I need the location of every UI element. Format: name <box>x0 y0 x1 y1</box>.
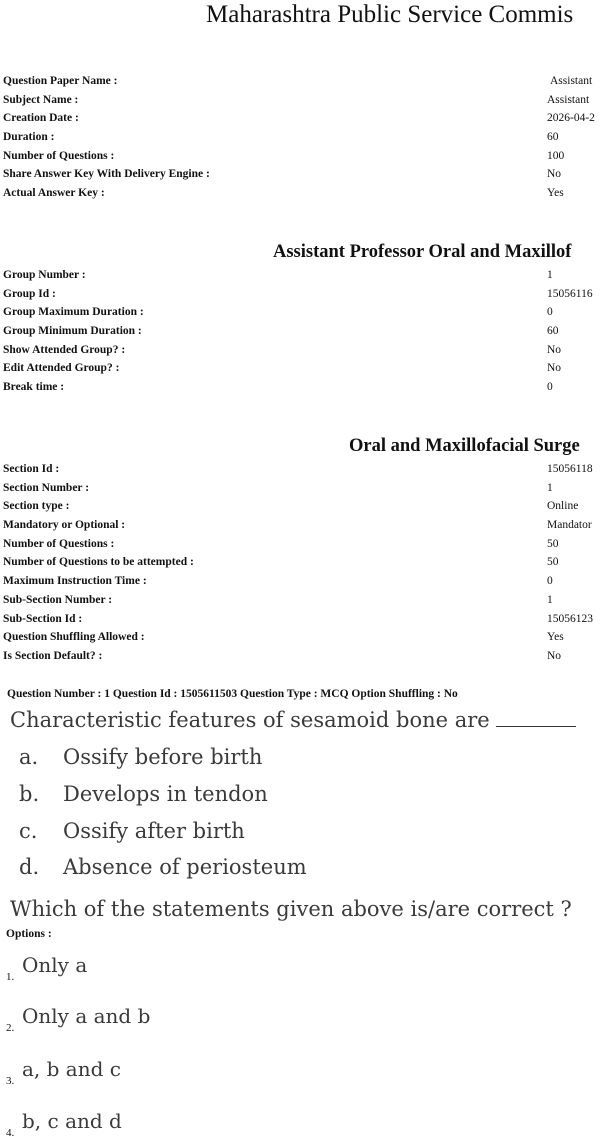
question-prompt: Which of the statements given above is/are correct ? <box>10 897 572 921</box>
field-label: Sub-Section Id : <box>3 612 83 625</box>
option-text: b, c and d <box>22 1109 122 1133</box>
field-label: Group Number : <box>3 269 86 281</box>
question-stem <box>10 706 576 734</box>
field-value: Online <box>547 500 579 513</box>
field-label: Maximum Instruction Time : <box>3 575 147 588</box>
field-value: 60 <box>547 131 559 144</box>
field-label: Section Number : <box>3 481 90 494</box>
statement-text: Absence of periosteum <box>63 855 307 879</box>
field-value: 50 <box>547 537 559 550</box>
field-value: Yes <box>547 187 564 200</box>
field-label: Number of Questions : <box>3 537 115 550</box>
section-info-row <box>3 572 600 591</box>
statement-text: Develops in tendon <box>63 782 268 806</box>
option-text: a, b and c <box>22 1057 121 1081</box>
options-label: Options : <box>6 928 52 940</box>
field-label: Group Id : <box>3 287 56 300</box>
field-value: 2026-04-2 <box>547 112 595 125</box>
field-label: Mandatory or Optional : <box>3 519 126 532</box>
paper-info-row <box>3 72 600 91</box>
statement-letter: c. <box>19 819 38 843</box>
field-label: Show Attended Group? : <box>3 343 126 356</box>
field-label: Group Maximum Duration : <box>3 306 144 319</box>
question-stem-text: Characteristic features of sesamoid bone are <box>10 708 490 732</box>
field-value: Assistant <box>550 75 593 87</box>
option-number: 2. <box>6 1022 15 1034</box>
section-info-row <box>3 610 600 629</box>
paper-info-table <box>3 72 600 203</box>
field-label: Break time : <box>3 381 65 394</box>
field-label: Question Paper Name : <box>3 75 118 87</box>
statement-item <box>19 743 262 771</box>
field-value: 50 <box>547 556 559 569</box>
field-value: 1 <box>547 593 553 606</box>
field-value: 0 <box>547 575 553 588</box>
section-info-row <box>3 479 600 498</box>
section-info-row <box>3 628 600 647</box>
section-title: Oral and Maxillofacial Surge <box>349 436 580 456</box>
paper-info-row <box>3 91 600 110</box>
page-title: Maharashtra Public Service Commis <box>206 1 574 28</box>
field-value: 0 <box>547 306 553 319</box>
statement-item <box>19 780 268 808</box>
section-info-row <box>3 535 600 554</box>
paper-info-row <box>3 184 600 203</box>
field-value: Assistant <box>547 93 590 106</box>
group-title: Assistant Professor Oral and Maxillof <box>273 242 572 262</box>
section-info-row <box>3 647 600 666</box>
group-info-row <box>3 341 600 360</box>
field-label: Number of Questions : <box>3 149 115 162</box>
field-label: Share Answer Key With Delivery Engine : <box>3 168 210 181</box>
field-value: 60 <box>547 325 559 338</box>
field-value: 15056116 <box>547 287 593 300</box>
option-number: 4. <box>6 1127 15 1139</box>
paper-info-row <box>3 109 600 128</box>
statement-text: Ossify after birth <box>63 819 245 843</box>
section-info-row <box>3 591 600 610</box>
section-info-row <box>3 516 600 535</box>
group-info-row <box>3 285 600 304</box>
section-info-row <box>3 460 600 479</box>
field-value: No <box>547 362 562 375</box>
field-label: Subject Name : <box>3 93 79 106</box>
field-value: 0 <box>547 381 553 394</box>
field-label: Group Minimum Duration : <box>3 325 142 338</box>
option-number: 3. <box>6 1075 15 1087</box>
statement-item <box>19 853 307 881</box>
field-label: Edit Attended Group? : <box>3 362 120 375</box>
statement-text: Ossify before birth <box>63 745 263 769</box>
statement-letter: a. <box>19 745 39 769</box>
field-label: Sub-Section Number : <box>3 593 113 606</box>
field-label: Is Section Default? : <box>3 649 103 662</box>
statement-letter: d. <box>19 855 40 879</box>
field-value: 1 <box>547 481 553 494</box>
group-info-row <box>3 266 600 285</box>
field-value: 100 <box>547 149 565 162</box>
group-info-row <box>3 378 600 397</box>
question-header: Question Number : 1 Question Id : 1505611503 Question Type : MCQ Option Shuffling : No <box>7 688 458 700</box>
section-info-row <box>3 553 600 572</box>
answer-blank <box>496 708 576 727</box>
field-value: 15056118 <box>547 463 593 475</box>
field-value: No <box>547 343 562 356</box>
field-value: 15056123 <box>547 612 593 625</box>
field-value: 1 <box>547 269 553 281</box>
field-value: No <box>547 649 562 662</box>
option-number: 1. <box>6 971 15 983</box>
field-value: Mandator <box>547 519 592 532</box>
statement-letter: b. <box>19 782 40 806</box>
field-value: No <box>547 168 562 181</box>
section-info-row <box>3 497 600 516</box>
field-label: Section type : <box>3 500 70 513</box>
paper-info-row <box>3 165 600 184</box>
field-label: Number of Questions to be attempted : <box>3 556 194 569</box>
group-info-table <box>3 266 600 397</box>
paper-info-row <box>3 128 600 147</box>
statement-item <box>19 817 245 845</box>
group-info-row <box>3 303 600 322</box>
field-value: Yes <box>547 631 564 644</box>
paper-info-row <box>3 147 600 166</box>
group-info-row <box>3 322 600 341</box>
field-label: Section Id : <box>3 463 60 475</box>
field-label: Actual Answer Key : <box>3 187 105 200</box>
field-label: Duration : <box>3 131 55 144</box>
field-label: Creation Date : <box>3 112 79 125</box>
option-text: Only a and b <box>22 1004 151 1028</box>
field-label: Question Shuffling Allowed : <box>3 631 145 644</box>
option-text: Only a <box>22 953 88 977</box>
section-info-table <box>3 460 600 666</box>
group-info-row <box>3 359 600 378</box>
